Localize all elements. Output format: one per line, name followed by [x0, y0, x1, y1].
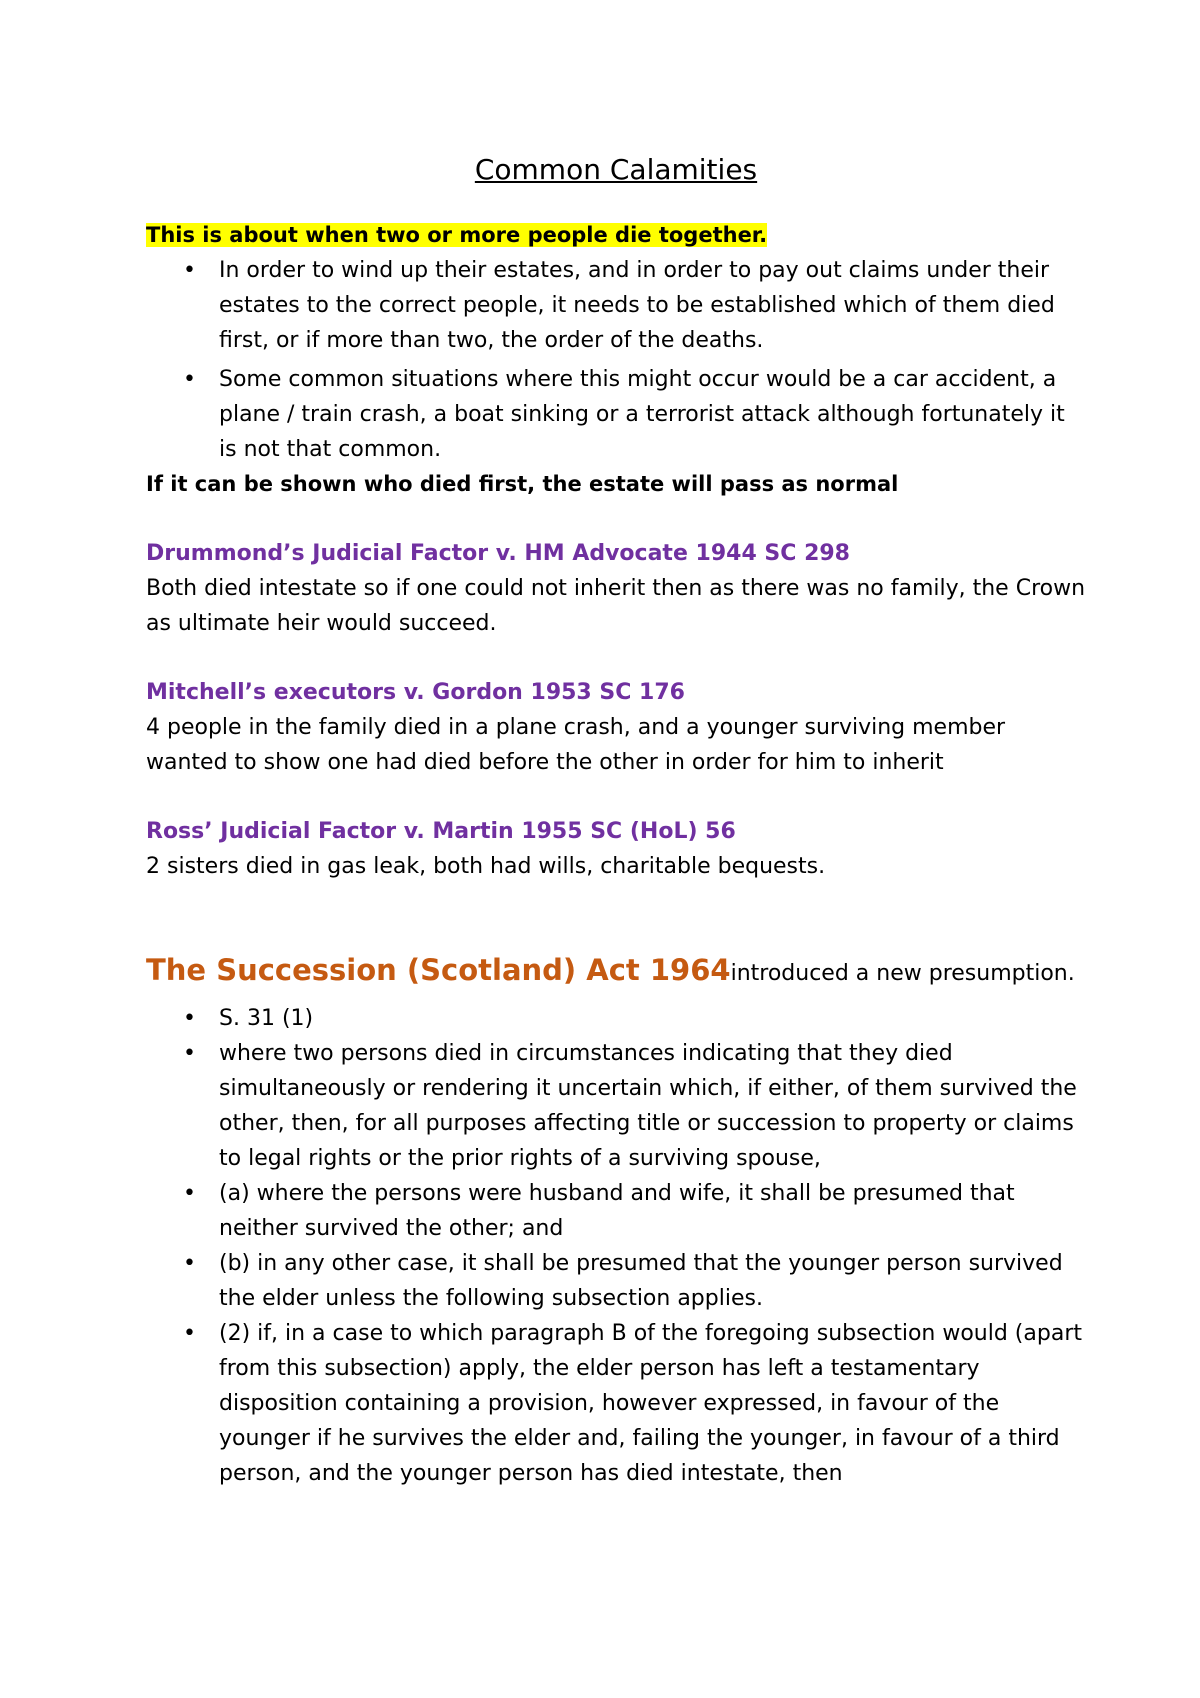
list-item-text: (2) if, in a case to which paragraph B of the foregoing subsection would (apart from this subsection) apply, the elder person has left a testamentary disposition containing a provision, however expressed, in favour of the younger if he survives the elder and, failing the younger, in favour of a third person, and the younger person has died intestate, then	[219, 1321, 1082, 1486]
case-title: Drummond’s Judicial Factor v. HM Advocate 1944 SC 298	[146, 541, 850, 566]
list-item	[146, 1036, 1086, 1176]
document-content	[146, 150, 1086, 1491]
intro-bullet-list	[146, 253, 1086, 467]
list-item-text: In order to wind up their estates, and in order to pay out claims under their estates to the correct people, it needs to be established which of them died first, or if more than two, the order of the deaths.	[219, 258, 1055, 353]
intro-highlight: This is about when two or more people die together.	[146, 223, 768, 247]
bullet-icon: •	[183, 367, 196, 392]
case-title: Ross’ Judicial Factor v. Martin 1955 SC (HoL) 56	[146, 819, 736, 844]
act-title: The Succession (Scotland) Act 1964	[146, 953, 731, 987]
bullet-icon: •	[183, 1041, 196, 1066]
list-item	[146, 1176, 1086, 1246]
act-intro: introduced a new presumption.	[730, 961, 1075, 986]
list-item	[146, 1001, 1086, 1036]
intro-line	[146, 218, 1086, 253]
case-text: 2 sisters died in gas leak, both had wills, charitable bequests.	[146, 854, 826, 879]
list-item	[146, 362, 1086, 467]
case-title: Mitchell’s executors v. Gordon 1953 SC 176	[146, 680, 685, 705]
list-item-text: (a) where the persons were husband and wife, it shall be presumed that neither survived the other; and	[219, 1181, 1015, 1241]
section-bullet-list	[146, 1001, 1086, 1491]
act-heading	[146, 948, 1086, 997]
list-item-text: where two persons died in circumstances indicating that they died simultaneously or rendering it uncertain which, if either, of them survived the other, then, for all purposes affecting title or succession to property or claims to legal rights or the prior rights of a surviving spouse,	[219, 1041, 1077, 1171]
bullet-icon: •	[183, 1251, 196, 1276]
bullet-icon: •	[183, 1181, 196, 1206]
bold-statement: If it can be shown who died first, the estate will pass as normal	[146, 472, 899, 496]
case-text: 4 people in the family died in a plane crash, and a younger surviving member wanted to show one had died before the other in order for him to inherit	[146, 715, 1006, 775]
case-text: Both died intestate so if one could not inherit then as there was no family, the Crown as ultimate heir would succeed.	[146, 576, 1086, 636]
list-item-text: Some common situations where this might occur would be a car accident, a plane / train crash, a boat sinking or a terrorist attack although fortunately it is not that common.	[219, 367, 1065, 462]
list-item	[146, 253, 1086, 358]
bullet-icon: •	[183, 1006, 196, 1031]
list-item-text: S. 31 (1)	[219, 1006, 314, 1031]
bullet-icon: •	[183, 1321, 196, 1346]
list-item-text: (b) in any other case, it shall be presumed that the younger person survived the elder unless the following subsection applies.	[219, 1251, 1063, 1311]
bullet-icon: •	[183, 258, 196, 283]
list-item	[146, 1246, 1086, 1316]
page-title: Common Calamities	[474, 153, 758, 186]
list-item	[146, 1316, 1086, 1491]
